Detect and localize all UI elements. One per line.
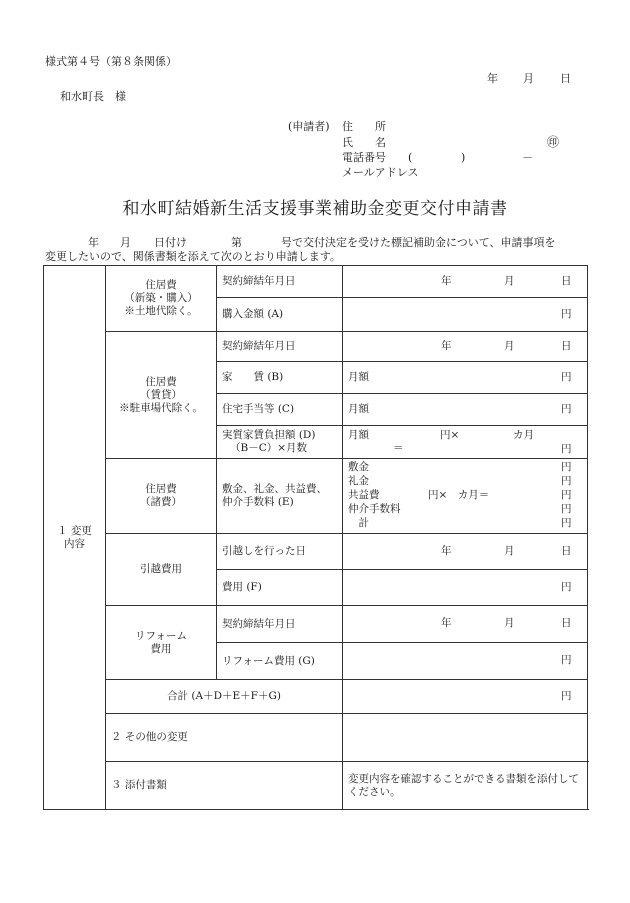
application-table <box>43 265 588 810</box>
purchase-contract-date-field[interactable]: 年 月 日 <box>343 266 588 298</box>
phone-label: 電話番号 <box>342 151 386 164</box>
moving-date-label: 引越しを行った日 <box>217 534 343 570</box>
purchase-amount-label: 購入金額 (A) <box>217 298 343 332</box>
intro-no-prefix: 第 <box>231 236 242 249</box>
rent-label: 家 賃 (B) <box>217 362 343 394</box>
rent-category: 住居費 （賃貸） ※駐車場代除く。 <box>106 332 217 459</box>
intro-day-ref: 日付け <box>154 236 187 249</box>
intro-line2: 変更したいので、関係書類を添えて次のとおり申請します。 <box>45 250 341 263</box>
document-title: 和水町結婚新生活支援事業補助金変更交付申請書 <box>122 199 508 219</box>
name-label: 氏 名 <box>342 136 386 149</box>
phone-close-paren: ) <box>461 151 466 164</box>
phone-open-paren: ( <box>408 151 413 164</box>
intro-line1-rest: 号で交付決定を受けた標記補助金について、申請事項を <box>281 236 556 249</box>
total-field[interactable]: 円 <box>343 680 588 714</box>
phone-dash: － <box>522 151 533 164</box>
reform-cost-label: リフォーム費用 (G) <box>217 643 343 680</box>
address-label: 住 所 <box>342 120 386 133</box>
intro-year: 年 <box>88 236 99 249</box>
reform-category: リフォーム 費用 <box>106 606 217 680</box>
reform-contract-date-field[interactable]: 年 月 日 <box>343 606 588 643</box>
date-year-label: 年 <box>487 72 498 85</box>
actual-rent-label: 実質家賃負担額 (D) （B－C）×月数 <box>217 426 343 459</box>
applicant-role: (申請者) <box>288 120 330 133</box>
moving-category: 引越費用 <box>106 534 217 606</box>
rent-contract-date-field[interactable]: 年 月 日 <box>343 332 588 362</box>
purchase-amount-field[interactable]: 円 <box>343 298 588 332</box>
misc-fees-label: 敷金、礼金、共益費、 仲介手数料 (E) <box>217 459 343 534</box>
rent-field[interactable]: 月額 円 <box>343 362 588 394</box>
intro-month: 月 <box>120 236 131 249</box>
moving-cost-field[interactable]: 円 <box>343 570 588 606</box>
purchase-contract-date-label: 契約締結年月日 <box>217 266 343 298</box>
rent-contract-date-label: 契約締結年月日 <box>217 332 343 362</box>
other-changes-label: ２ その他の変更 <box>106 714 343 762</box>
housing-allowance-field[interactable]: 月額 円 <box>343 394 588 426</box>
misc-category: 住居費 （諸費） <box>106 459 217 534</box>
purchase-category: 住居費 （新築・購入） ※土地代除く。 <box>106 266 217 332</box>
date-day-label: 日 <box>560 72 571 85</box>
attachments-note: 変更内容を確認することができる書類を添付してください。 <box>343 762 588 810</box>
date-month-label: 月 <box>523 72 534 85</box>
moving-date-field[interactable]: 年 月 日 <box>343 534 588 570</box>
seal-mark: ㊞ <box>547 135 560 149</box>
form-number: 様式第４号（第８条関係） <box>45 55 177 68</box>
housing-allowance-label: 住宅手当等 (C) <box>217 394 343 426</box>
email-label: メールアドレス <box>342 166 419 179</box>
misc-fees-field[interactable]: 敷金 円 礼金 円 共益費 円× カ月＝ 円 仲介手数料 円 計 円 <box>343 459 588 534</box>
addressee: 和水町長 様 <box>60 90 126 103</box>
attachments-label: ３ 添付書類 <box>106 762 343 810</box>
reform-cost-field[interactable]: 円 <box>343 643 588 680</box>
section-1-label: １ 変更 内容 <box>44 266 106 810</box>
actual-rent-field[interactable]: 月額 円× カ月 ＝ 円 <box>343 426 588 459</box>
total-label: 合計 (A＋D＋E＋F＋G) <box>106 680 343 714</box>
reform-contract-date-label: 契約締結年月日 <box>217 606 343 643</box>
other-changes-field[interactable] <box>343 714 588 762</box>
moving-cost-label: 費用 (F) <box>217 570 343 606</box>
